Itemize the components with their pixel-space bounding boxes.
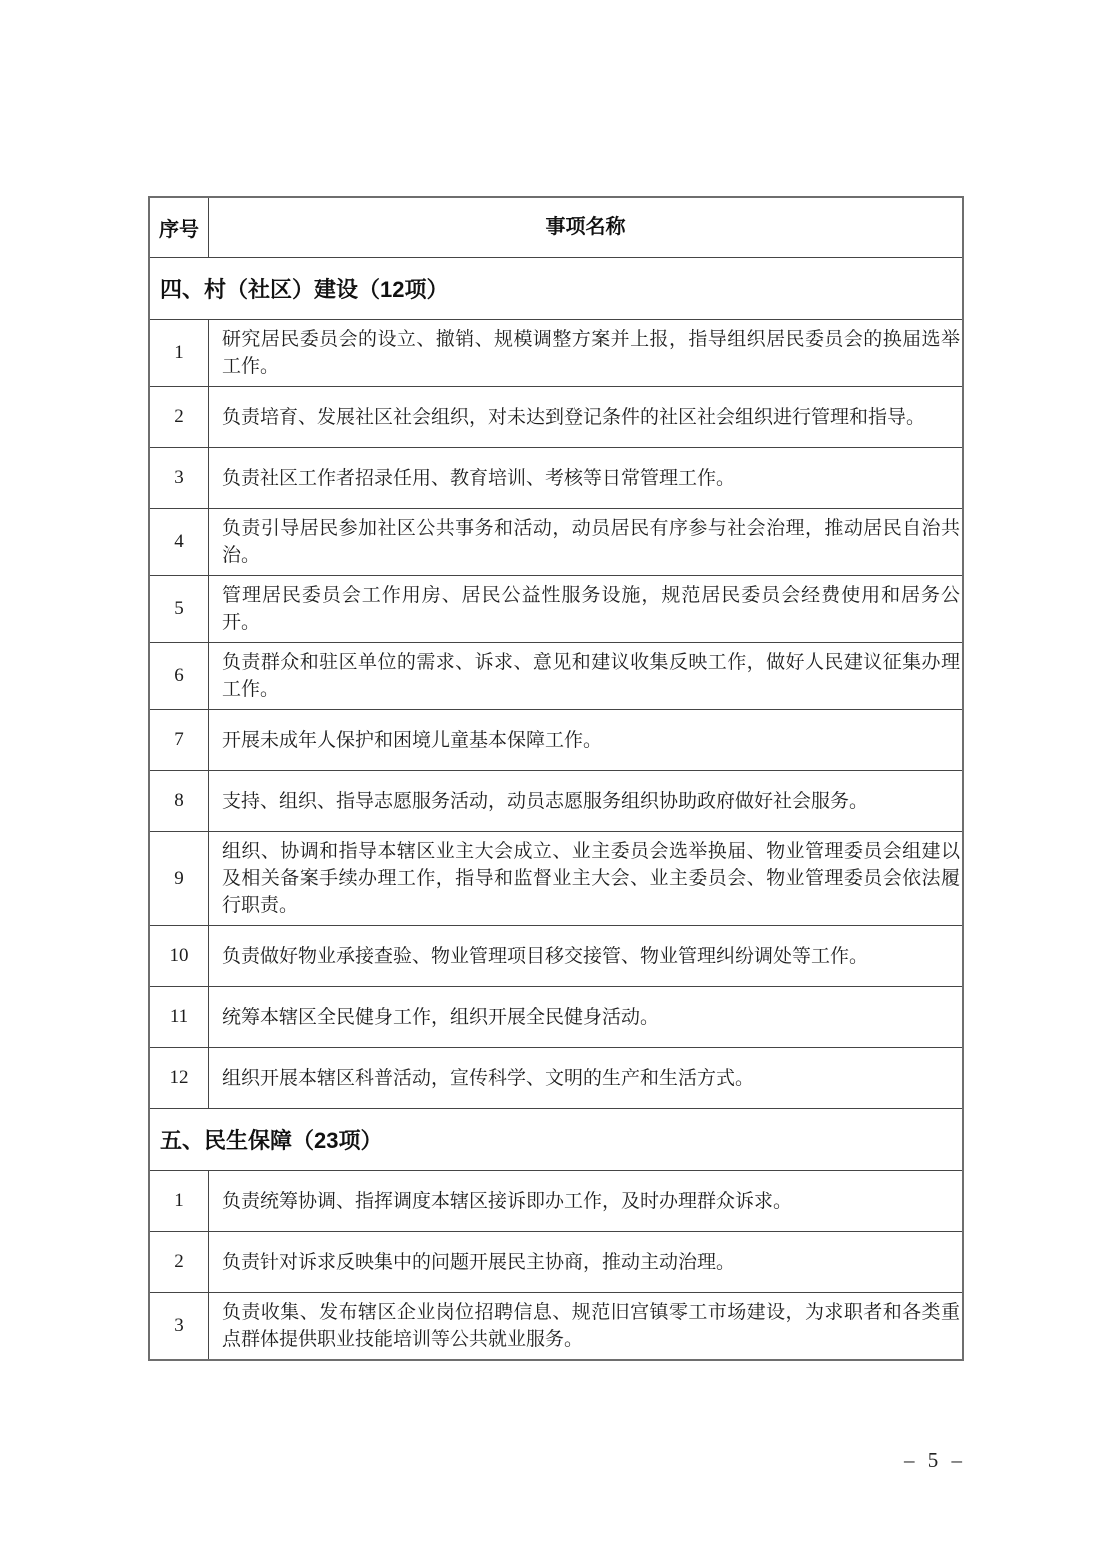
row-number: 9 bbox=[150, 832, 209, 925]
table-row bbox=[150, 831, 962, 925]
row-number: 5 bbox=[150, 576, 209, 642]
row-text: 负责收集、发布辖区企业岗位招聘信息、规范旧宫镇零工市场建设，为求职者和各类重点群体提供职业技能培训等公共就业服务。 bbox=[222, 1302, 960, 1350]
row-text: 研究居民委员会的设立、撤销、规模调整方案并上报，指导组织居民委员会的换届选举工作。 bbox=[222, 329, 960, 377]
row-text: 统筹本辖区全民健身工作，组织开展全民健身活动。 bbox=[222, 1006, 660, 1028]
row-text: 支持、组织、指导志愿服务活动，动员志愿服务组织协助政府做好社会服务。 bbox=[222, 790, 869, 812]
row-text: 组织开展本辖区科普活动，宣传科学、文明的生产和生活方式。 bbox=[222, 1067, 755, 1089]
table-row bbox=[150, 508, 962, 575]
table-row bbox=[150, 925, 962, 986]
section-title: 五、民生保障（23项） bbox=[160, 1128, 383, 1153]
table-row bbox=[150, 642, 962, 709]
table-row bbox=[150, 319, 962, 386]
table-row bbox=[150, 770, 962, 831]
row-number: 4 bbox=[150, 509, 209, 575]
row-number: 3 bbox=[150, 448, 209, 508]
table-row bbox=[150, 386, 962, 447]
row-number: 2 bbox=[150, 387, 209, 447]
table-row bbox=[150, 447, 962, 508]
row-number: 1 bbox=[150, 320, 209, 386]
row-number: 12 bbox=[150, 1048, 209, 1108]
row-text: 负责群众和驻区单位的需求、诉求、意见和建议收集反映工作，做好人民建议征集办理工作。 bbox=[222, 652, 960, 700]
row-number: 11 bbox=[150, 987, 209, 1047]
row-number: 10 bbox=[150, 926, 209, 986]
table-row bbox=[150, 709, 962, 770]
section-header-village-community bbox=[150, 257, 962, 319]
row-number: 8 bbox=[150, 771, 209, 831]
items-table bbox=[148, 196, 964, 1361]
row-text: 负责社区工作者招录任用、教育培训、考核等日常管理工作。 bbox=[222, 467, 736, 489]
table-header-row bbox=[150, 198, 962, 257]
row-number: 2 bbox=[150, 1232, 209, 1292]
page-number: – 5 – bbox=[904, 1448, 966, 1472]
table-row bbox=[150, 986, 962, 1047]
table-row bbox=[150, 1231, 962, 1292]
row-text: 管理居民委员会工作用房、居民公益性服务设施，规范居民委员会经费使用和居务公开。 bbox=[222, 585, 960, 633]
column-header-number: 序号 bbox=[150, 198, 209, 257]
row-text: 负责培育、发展社区社会组织，对未达到登记条件的社区社会组织进行管理和指导。 bbox=[222, 406, 926, 428]
row-text: 开展未成年人保护和困境儿童基本保障工作。 bbox=[222, 729, 603, 751]
row-number: 1 bbox=[150, 1171, 209, 1231]
table-row bbox=[150, 1292, 962, 1359]
row-text: 组织、协调和指导本辖区业主大会成立、业主委员会选举换届、物业管理委员会组建以及相关备案手续办理工作，指导和监督业主大会、业主委员会、物业管理委员会依法履行职责。 bbox=[222, 841, 960, 916]
table-row bbox=[150, 575, 962, 642]
row-number: 7 bbox=[150, 710, 209, 770]
row-text: 负责统筹协调、指挥调度本辖区接诉即办工作，及时办理群众诉求。 bbox=[222, 1190, 793, 1212]
table-row bbox=[150, 1047, 962, 1108]
row-text: 负责做好物业承接查验、物业管理项目移交接管、物业管理纠纷调处等工作。 bbox=[222, 945, 869, 967]
row-text: 负责针对诉求反映集中的问题开展民主协商，推动主动治理。 bbox=[222, 1251, 736, 1273]
section-title: 四、村（社区）建设（12项） bbox=[160, 277, 449, 302]
row-number: 6 bbox=[150, 643, 209, 709]
row-number: 3 bbox=[150, 1293, 209, 1359]
column-header-item-name: 事项名称 bbox=[545, 216, 626, 238]
table-row bbox=[150, 1170, 962, 1231]
row-text: 负责引导居民参加社区公共事务和活动，动员居民有序参与社会治理，推动居民自治共治。 bbox=[222, 518, 960, 566]
section-header-livelihood bbox=[150, 1108, 962, 1170]
